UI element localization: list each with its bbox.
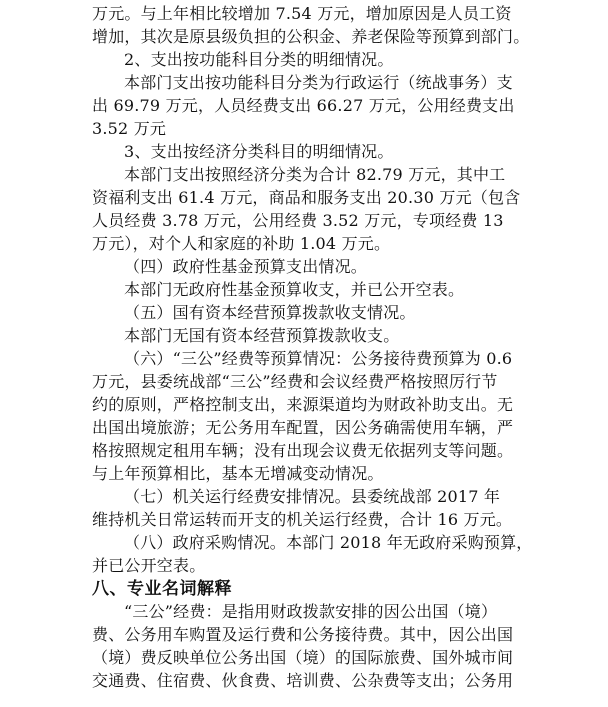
text-line: 出国出境旅游；无公务用车配置，因公务确需使用车辆，严 — [92, 418, 514, 437]
text-line: （七）机关运行经费安排情况。县委统战部 2017 年 — [124, 487, 501, 506]
text-line: 万元），对个人和家庭的补助 1.04 万元。 — [92, 234, 391, 253]
text-line: （八）政府采购情况。本部门 2018 年无政府采购预算， — [124, 533, 533, 552]
text-line: 资福利支出 61.4 万元，商品和服务支出 20.30 万元（包含 — [92, 188, 521, 207]
text-line: 万元，县委统战部“三公”经费和会议经费严格按照厉行节 — [92, 372, 498, 391]
text-line: 本部门无政府性基金预算收支，并已公开空表。 — [124, 280, 465, 299]
text-line: 交通费、住宿费、伙食费、培训费、公杂费等支出；公务用 — [92, 671, 514, 690]
text-line: 与上年预算相比，基本无增减变动情况。 — [92, 464, 384, 483]
text-line: 格按照规定租用车辆；没有出现会议费无依据列支等问题。 — [92, 441, 514, 460]
section-subheading: （四）政府性基金预算支出情况。 — [124, 257, 368, 276]
text-line: 本部门支出按照经济分类为合计 82.79 万元，其中工 — [124, 165, 506, 184]
text-line: 增加，其次是原县级负担的公积金、养老保险等预算到部门。 — [92, 27, 530, 46]
text-line: 出 69.79 万元，人员经费支出 66.27 万元，公用经费支出 — [92, 96, 515, 115]
text-line: 维持机关日常运转而开支的机关运行经费，合计 16 万元。 — [92, 510, 513, 529]
text-line: 本部门无国有资本经营预算拨款收支。 — [124, 326, 400, 345]
text-line: 万元。与上年相比较增加 7.54 万元，增加原因是人员工资 — [92, 4, 512, 23]
text-line: 约的原则，严格控制支出，来源渠道均为财政补助支出。无 — [92, 395, 514, 414]
text-line: （境）费反映单位公务出国（境）的国际旅费、国外城市间 — [92, 648, 514, 667]
text-line: 本部门支出按功能科目分类为行政运行（统战事务）支 — [124, 73, 513, 92]
section-subheading: 3、支出按经济分类科目的明细情况。 — [124, 142, 394, 161]
section-subheading: 2、支出按功能科目分类的明细情况。 — [124, 50, 394, 69]
section-heading: 八、专业名词解释 — [92, 579, 232, 599]
text-line: 费、公务用车购置及运行费和公务接待费。其中，因公出国 — [92, 625, 514, 644]
text-line: （六）“三公”经费等预算情况：公务接待费预算为 0.6 — [124, 349, 513, 368]
section-subheading: （五）国有资本经营预算拨款收支情况。 — [124, 303, 416, 322]
text-line: 并已公开空表。 — [92, 556, 206, 575]
text-line: 人员经费 3.78 万元，公用经费 3.52 万元，专项经费 13 — [92, 211, 504, 230]
text-line: “三公”经费：是指用财政拨款安排的因公出国（境） — [124, 602, 498, 621]
text-line: 3.52 万元 — [92, 119, 167, 138]
